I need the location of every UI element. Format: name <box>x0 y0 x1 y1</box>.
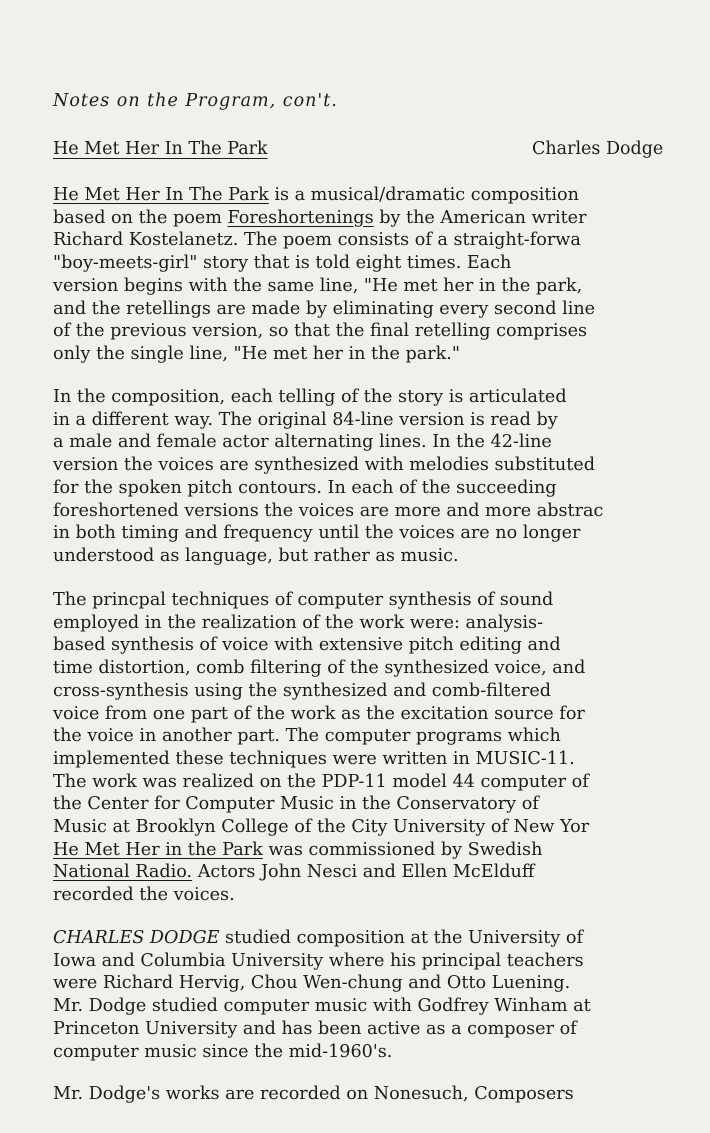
page-heading: Notes on the Program, con't. <box>53 91 338 111</box>
text-line: In the composition, each telling of the story is articulated <box>53 387 567 407</box>
text-line: only the single line, "He met her in the park." <box>53 343 460 364</box>
text-line: "boy-meets-girl" story that is told eight times. Each <box>53 253 512 274</box>
text-line: recorded the voices. <box>53 885 235 906</box>
text-line: CHARLES DODGE studied composition at the University of <box>53 928 583 948</box>
text-line: Iowa and Columbia University where his principal teachers <box>53 950 584 971</box>
text-line: based synthesis of voice with extensive pitch editing and <box>53 635 561 656</box>
text-line: of the previous version, so that the final retelling comprises <box>53 321 588 342</box>
composer-name: Charles Dodge <box>532 139 664 159</box>
text-line: He Met Her In The Park is a musical/dramatic composition <box>53 185 579 205</box>
text-line: foreshortened versions the voices are more and more abstrac <box>53 500 604 521</box>
text-line: based on the poem Foreshortenings by the American writer <box>53 207 587 228</box>
text-line: for the spoken pitch contours. In each of the succeeding <box>53 477 557 498</box>
text-line: Princeton University and has been active as a composer of <box>53 1018 577 1039</box>
text-line: in both timing and frequency until the voices are no longer <box>53 523 581 544</box>
text-line: version the voices are synthesized with melodies substituted <box>53 455 596 476</box>
text-line: in a different way. The original 84-line version is read by <box>53 409 558 430</box>
text-line: The work was realized on the PDP-11 model 44 computer of <box>53 771 589 792</box>
radio-name-inline: National Radio. <box>53 862 193 883</box>
text-line: and the retellings are made by eliminating every second line <box>53 298 596 319</box>
text-line: understood as language, but rather as music. <box>53 545 459 566</box>
text-line: implemented these techniques were written in MUSIC-11. <box>53 748 575 769</box>
text-line: version begins with the same line, "He met her in the park, <box>53 275 583 296</box>
paragraph-biography <box>53 927 710 1063</box>
text-line: Mr. Dodge's works are recorded on Nonesuch, Composers <box>53 1084 574 1104</box>
poem-title-inline: Foreshortenings <box>227 207 374 228</box>
text-line: cross-synthesis using the synthesized and comb-filtered <box>53 680 552 701</box>
text-line: voice from one part of the work as the excitation source for <box>53 703 585 724</box>
text-line: time distortion, comb filtering of the synthesized voice, and <box>53 658 586 679</box>
paragraph-description <box>53 184 710 366</box>
text-line: computer music since the mid-1960's. <box>53 1041 393 1062</box>
text-line: the Center for Computer Music in the Conservatory of <box>53 794 539 815</box>
text-line: were Richard Hervig, Chou Wen-chung and Otto Luening. <box>53 973 571 994</box>
work-title-inline: He Met Her in the Park <box>53 839 263 860</box>
text-line: Music at Brooklyn College of the City University of New Yor <box>53 817 590 838</box>
text-line: Mr. Dodge studied computer music with Godfrey Winham at <box>53 996 591 1017</box>
work-title-inline: He Met Her In The Park <box>53 185 269 205</box>
text-line: a male and female actor alternating lines. In the 42-line <box>53 432 552 453</box>
text-line: He Met Her in the Park was commissioned by Swedish <box>53 839 543 860</box>
text-line: The princpal techniques of computer synthesis of sound <box>53 590 554 610</box>
work-title: He Met Her In The Park <box>53 139 268 159</box>
composer-name-inline: CHARLES DODGE <box>53 928 220 948</box>
paragraph-techniques <box>53 589 710 907</box>
paragraph-composition <box>53 386 710 568</box>
text-line: Richard Kostelanetz. The poem consists of a straight-forwa <box>53 230 581 251</box>
text-line: the voice in another part. The computer programs which <box>53 726 561 747</box>
paragraph-recordings <box>53 1083 710 1106</box>
text-line: National Radio. Actors John Nesci and Ellen McElduff <box>53 862 535 883</box>
text-line: employed in the realization of the work were: analysis- <box>53 612 544 633</box>
